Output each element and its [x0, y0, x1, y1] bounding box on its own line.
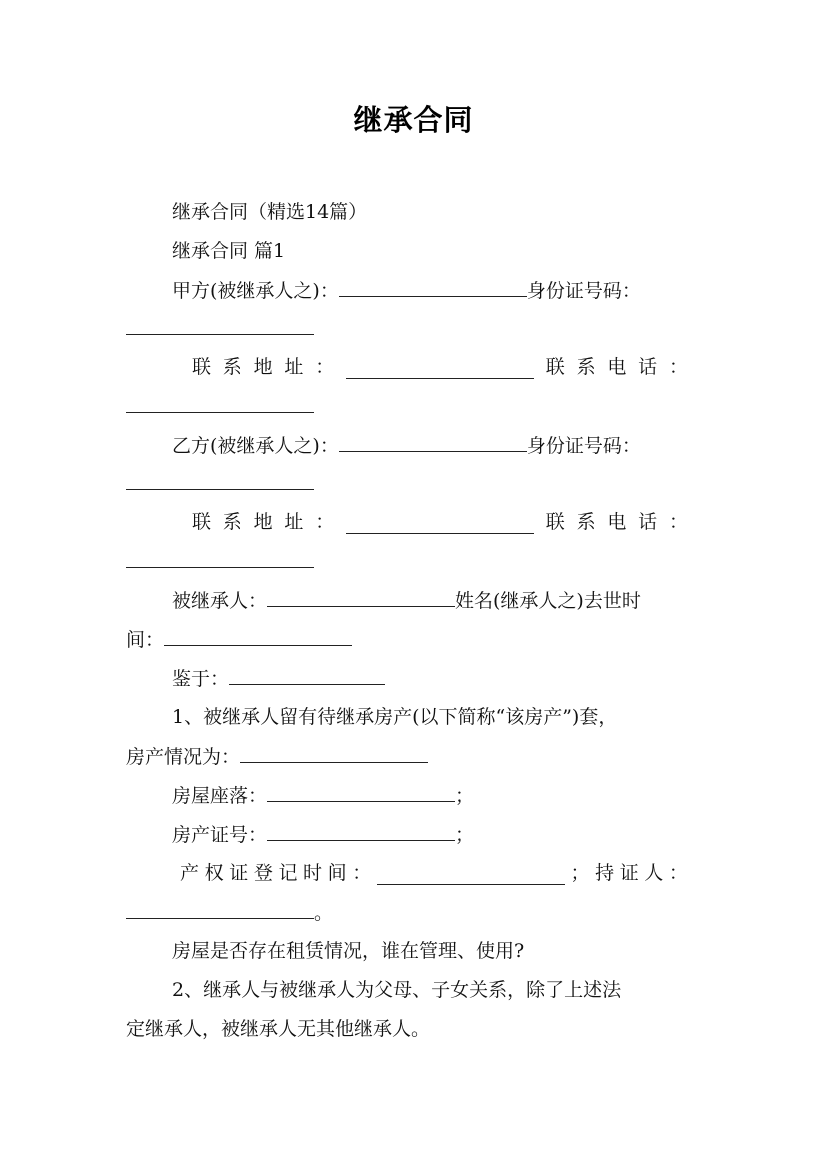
cert-label: 房产证号：	[172, 824, 268, 846]
party-b-addr-char: 系	[222, 511, 242, 533]
reg-time-char: 时	[303, 862, 323, 884]
decedent-line	[172, 588, 641, 613]
whereas-label: 鉴于：	[172, 668, 230, 690]
clause-2-line-1: 2、继承人与被继承人为父母、子女关系，除了上述法	[172, 979, 622, 1001]
party-a-phone-blank	[126, 394, 314, 413]
whereas-line	[172, 666, 385, 691]
decedent-time-line	[126, 627, 352, 652]
party-a-label: 甲方(被继承人之)：	[172, 280, 339, 302]
holder-blank	[126, 900, 314, 919]
clause-2-line-2: 定继承人，被继承人无其他继承人。	[126, 1018, 431, 1040]
party-a-phone-char: 联	[545, 356, 565, 378]
party-a-addr-char: 地	[253, 356, 273, 378]
decedent-name-label: 姓名(继承人之)去世时	[455, 590, 641, 612]
decedent-blank	[267, 588, 455, 607]
holder-char: ：	[668, 862, 688, 884]
holder-char: ；	[570, 862, 590, 884]
party-b-label: 乙方(被继承人之)：	[172, 435, 339, 457]
cert-line	[172, 822, 474, 847]
party-a-phone-char: 话	[638, 356, 658, 378]
holder-char: 证	[619, 862, 639, 884]
holder-period: 。	[314, 902, 334, 924]
party-b-name-blank	[339, 433, 527, 452]
party-b-phone-char: 联	[545, 511, 565, 533]
reg-time-char: 记	[278, 862, 298, 884]
party-b-phone-char: 电	[607, 511, 627, 533]
party-a-id-label: 身份证号码：	[526, 280, 641, 302]
location-line	[172, 783, 474, 808]
document-subtitle: 继承合同（精选14篇）	[172, 201, 368, 223]
reg-time-char: ：	[352, 862, 372, 884]
party-a-phone-line	[126, 394, 314, 419]
party-b-phone-char: ：	[668, 511, 688, 533]
document-title: 继承合同	[353, 103, 474, 137]
party-a-addr-char: ：	[315, 356, 335, 378]
party-b-phone-line	[126, 549, 314, 574]
party-a-name-blank	[339, 278, 527, 297]
party-a-phone-char: ：	[668, 356, 688, 378]
party-b-addr-char: ：	[315, 511, 335, 533]
party-b-addr-char: 地	[253, 511, 273, 533]
registration-line	[180, 861, 688, 885]
party-b-contact-line	[192, 510, 688, 534]
reg-time-blank	[377, 866, 565, 885]
party-a-addr-char: 址	[284, 356, 304, 378]
party-a-id-line	[126, 316, 314, 341]
reg-time-char: 权	[204, 862, 224, 884]
holder-char: 持	[595, 862, 615, 884]
party-b-address-blank	[346, 515, 534, 534]
location-semicolon: ；	[455, 785, 475, 807]
party-b-id-line	[126, 471, 314, 496]
party-b-addr-char: 址	[284, 511, 304, 533]
decedent-label: 被继承人：	[172, 590, 268, 612]
party-b-phone-blank	[126, 549, 314, 568]
party-b-phone-char: 系	[576, 511, 596, 533]
reg-time-char: 证	[229, 862, 249, 884]
clause-1-line-1: 1、被继承人留有待继承房产(以下简称“该房产”)套，	[172, 706, 618, 728]
party-b-phone-char: 话	[638, 511, 658, 533]
party-a-addr-char: 联	[192, 356, 212, 378]
decedent-time-label: 间：	[126, 629, 165, 651]
party-a-phone-char: 系	[576, 356, 596, 378]
party-b-id-label: 身份证号码：	[526, 435, 641, 457]
property-status-label: 房产情况为：	[126, 746, 241, 768]
reg-time-char: 间	[327, 862, 347, 884]
cert-semicolon: ；	[455, 824, 475, 846]
party-a-id-blank	[126, 316, 314, 335]
party-a-address-blank	[346, 360, 534, 379]
whereas-blank	[229, 666, 385, 685]
property-status-blank	[240, 744, 428, 763]
clause-1-line-2	[126, 744, 428, 769]
party-a-addr-char: 系	[222, 356, 242, 378]
reg-time-char: 登	[253, 862, 273, 884]
reg-time-char: 产	[180, 862, 200, 884]
party-a-line	[172, 278, 641, 303]
party-a-phone-char: 电	[607, 356, 627, 378]
holder-line	[126, 900, 333, 925]
party-b-addr-char: 联	[192, 511, 212, 533]
decedent-time-blank	[164, 627, 352, 646]
holder-char: 人	[644, 862, 664, 884]
lease-question: 房屋是否存在租赁情况，谁在管理、使用?	[172, 940, 525, 962]
location-label: 房屋座落：	[172, 785, 268, 807]
party-b-id-blank	[126, 471, 314, 490]
cert-blank	[267, 822, 455, 841]
location-blank	[267, 783, 455, 802]
section-heading: 继承合同 篇1	[172, 240, 286, 262]
party-a-contact-line	[192, 355, 688, 379]
party-b-line	[172, 433, 641, 458]
